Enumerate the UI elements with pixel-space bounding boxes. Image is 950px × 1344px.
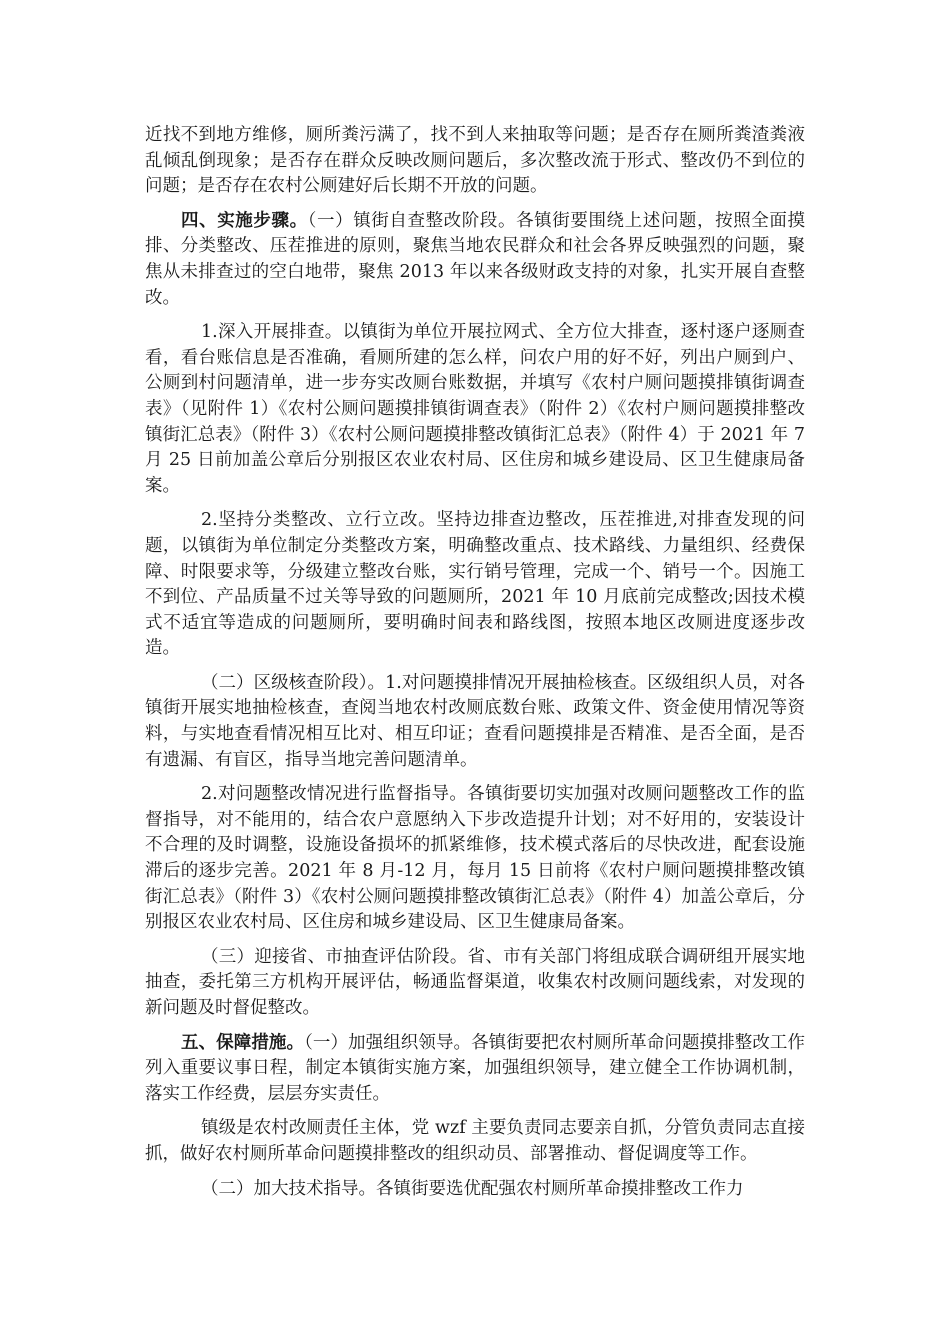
paragraph-7 [145, 945, 805, 1022]
paragraph-4 [145, 508, 805, 662]
paragraph-9 [145, 1116, 805, 1167]
paragraph-7-text: （三）迎接省、市抽查评估阶段。省、市有关部门将组成联合调研组开展实地抽查，委托第三方机构开展评估，畅通监督渠道，收集农村改厕问题线索，对发现的新问题及时督促整改。 [145, 946, 805, 1018]
paragraph-10 [145, 1177, 805, 1203]
paragraph-1 [145, 123, 805, 200]
paragraph-2 [145, 209, 805, 311]
paragraph-9-text: 镇级是农村改厕责任主体，党 wzf 主要负责同志要亲自抓，分管负责同志直接抓，做好农村厕所革命问题摸排整改的组织动员、部署推动、督促调度等工作。 [145, 1118, 805, 1164]
paragraph-10-text: （二）加大技术指导。各镇街要选优配强农村厕所革命摸排整改工作力 [201, 1178, 744, 1199]
paragraph-6-text: 2.对问题整改情况进行监督指导。各镇街要切实加强对改厕问题整改工作的监督指导，对不能用的，结合农户意愿纳入下步改造提升计划；对不好用的，安装设计不合理的及时调整，设施设备损坏的抓紧维修，技术模式落后的尽快改进，配套设施滞后的逐步完善。2021 年 8 月-12 月，每月 15 日前将《农村户厕问题摸排整改镇街汇总表》（附件 3）《农村公厕问题摸排整改镇街汇总表》（附件 4）加盖公章后，分别报区农业农村局、区住房和城乡建设局、区卫生健康局备案。 [145, 784, 805, 933]
paragraph-6 [145, 782, 805, 936]
paragraph-8 [145, 1031, 805, 1108]
paragraph-1-text: 近找不到地方维修，厕所粪污满了，找不到人来抽取等问题；是否存在厕所粪渣粪液乱倾乱倒现象；是否存在群众反映改厕问题后，多次整改流于形式、整改仍不到位的问题；是否存在农村公厕建好后长期不开放的问题。 [145, 125, 805, 197]
paragraph-2-text: （一）镇街自查整改阶段。各镇街要围绕上述问题，按照全面摸排、分类整改、压茬推进的原则，聚焦当地农民群众和社会各界反映强烈的问题，聚焦从未排查过的空白地带，聚焦 2013 年以来各级财政支持的对象，扎实开展自查整改。 [145, 210, 806, 308]
section-heading-4: 四、实施步骤。 [181, 210, 308, 231]
document-body [145, 123, 805, 1211]
section-heading-5: 五、保障措施。 [181, 1032, 305, 1053]
paragraph-3 [145, 320, 805, 499]
paragraph-3-text: 1.深入开展排查。以镇街为单位开展拉网式、全方位大排查，逐村逐户逐厕查看，看台账信息是否准确，看厕所建的怎么样，问农户用的好不好，列出户厕到户、公厕到村问题清单，进一步夯实改厕台账数据，并填写《农村户厕问题摸排镇街调查表》（见附件 1）《农村公厕问题摸排镇街调查表》（附件 2）《农村户厕问题摸排整改镇街汇总表》（附件 3）《农村公厕问题摸排整改镇街汇总表》（附件 4）于 2021 年 7 月 25 日前加盖公章后分别报区农业农村局、区住房和城乡建设局、区卫生健康局备案。 [145, 322, 805, 496]
paragraph-8-text: （一）加强组织领导。各镇街要把农村厕所革命问题摸排整改工作列入重要议事日程，制定本镇街实施方案，加强组织领导，建立健全工作协调机制，落实工作经费，层层夯实责任。 [145, 1032, 806, 1104]
paragraph-5-text: （二）区级核查阶段）。1.对问题摸排情况开展抽检核查。区级组织人员，对各镇街开展实地抽检核查，查阅当地农村改厕底数台账、政策文件、资金使用情况等资料，与实地查看情况相互比对、相互印证；查看问题摸排是否精准、是否全面，是否有遗漏、有盲区，指导当地完善问题清单。 [145, 672, 805, 770]
paragraph-5 [145, 671, 805, 773]
paragraph-4-text: 2.坚持分类整改、立行立改。坚持边排查边整改，压茬推进,对排查发现的问题，以镇街为单位制定分类整改方案，明确整改重点、技术路线、力量组织、经费保障、时限要求等，分级建立整改台账，实行销号管理，完成一个、销号一个。因施工不到位、产品质量不过关等导致的问题厕所，2021 年 10 月底前完成整改;因技术模式不适宜等造成的问题厕所，要明确时间表和路线图，按照本地区改厕进度逐步改造。 [145, 510, 805, 659]
